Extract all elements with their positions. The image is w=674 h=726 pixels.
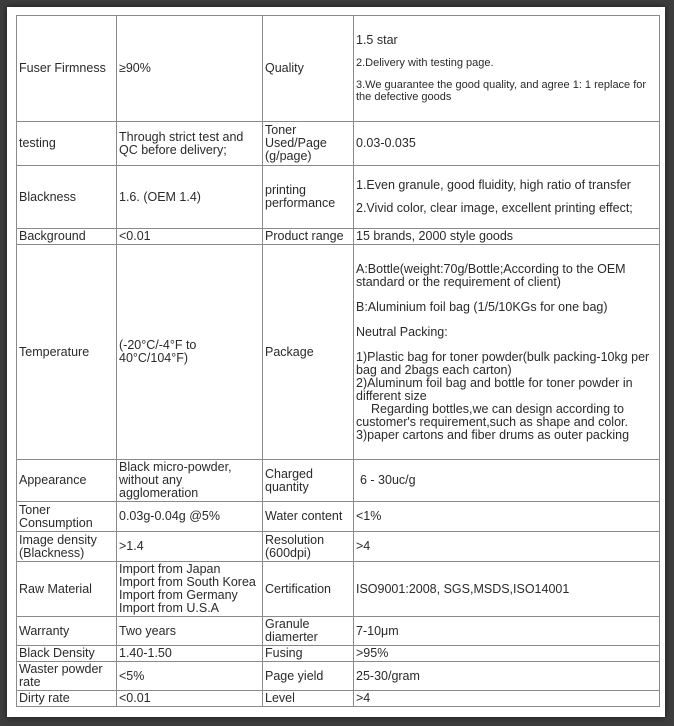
value-raw-material: [117, 562, 263, 617]
label-testing: testing: [17, 122, 117, 166]
raw-material-line: Import from Germany: [119, 588, 238, 602]
value-charged-quantity: 6 - 30uc/g: [354, 460, 660, 502]
package-line: 3)paper cartons and fiber drums as outer packing: [356, 427, 630, 442]
spec-table: [16, 15, 660, 707]
label-waster-powder-rate: Waster powder rate: [17, 662, 117, 691]
label-image-density: Image density (Blackness): [17, 532, 117, 562]
label-charged-quantity: Charged quantity: [263, 460, 354, 502]
value-granule-diameter: 7-10μm: [354, 617, 660, 646]
value-testing: Through strict test and QC before delivery;: [117, 122, 263, 166]
label-toner-used-per-page: Toner Used/Page (g/page): [263, 122, 354, 166]
label-quality: Quality: [263, 16, 354, 122]
label-temperature: Temperature: [17, 245, 117, 460]
value-toner-used-per-page: 0.03-0.035: [354, 122, 660, 166]
value-black-density: 1.40-1.50: [117, 646, 263, 662]
quality-line: 2.Delivery with testing page.: [356, 57, 494, 69]
table-row: [17, 662, 660, 691]
table-row: [17, 691, 660, 707]
table-row: [17, 502, 660, 532]
table-row: [17, 532, 660, 562]
value-appearance: Black micro-powder, without any agglomeration: [117, 460, 263, 502]
package-line: B:Aluminium foil bag (1/5/10KGs for one bag): [356, 299, 608, 314]
table-row: [17, 229, 660, 245]
value-background: <0.01: [117, 229, 263, 245]
value-fusing: >95%: [354, 646, 660, 662]
label-blackness: Blackness: [17, 166, 117, 229]
value-toner-consumption: 0.03g-0.04g @5%: [117, 502, 263, 532]
value-quality: [354, 16, 660, 122]
value-package: [354, 245, 660, 460]
value-waster-powder-rate: <5%: [117, 662, 263, 691]
raw-material-line: Import from U.S.A: [119, 601, 220, 615]
label-fusing: Fusing: [263, 646, 354, 662]
value-printing-performance: [354, 166, 660, 229]
raw-material-line: Import from Japan: [119, 562, 221, 576]
value-level: >4: [354, 691, 660, 707]
label-certification: Certification: [263, 562, 354, 617]
label-fuser-firmness: Fuser Firmness: [17, 16, 117, 122]
quality-line: 3.We guarantee the good quality, and agree 1: 1 replace for the defective goods: [356, 79, 647, 103]
value-page-yield: 25-30/gram: [354, 662, 660, 691]
label-granule-diameter: Granule diamerter: [263, 617, 354, 646]
package-line: Regarding bottles,we can design according to customer's requirement,such as shape and color.: [356, 401, 628, 429]
table-row: [17, 562, 660, 617]
table-row: [17, 16, 660, 122]
spec-sheet-frame: [7, 7, 665, 717]
label-page-yield: Page yield: [263, 662, 354, 691]
performance-line: 1.Even granule, good fluidity, high ratio of transfer: [356, 178, 631, 192]
value-product-range: 15 brands, 2000 style goods: [354, 229, 660, 245]
label-level: Level: [263, 691, 354, 707]
raw-material-line: Import from South Korea: [119, 575, 256, 589]
table-row: [17, 460, 660, 502]
value-water-content: <1%: [354, 502, 660, 532]
label-warranty: Warranty: [17, 617, 117, 646]
package-line: Neutral Packing:: [356, 324, 448, 339]
label-printing-performance: printing performance: [263, 166, 354, 229]
table-row: [17, 166, 660, 229]
label-background: Background: [17, 229, 117, 245]
value-temperature: (-20°C/-4°F to 40°C/104°F): [117, 245, 263, 460]
table-row: [17, 617, 660, 646]
value-dirty-rate: <0.01: [117, 691, 263, 707]
label-product-range: Product range: [263, 229, 354, 245]
table-row: [17, 122, 660, 166]
label-water-content: Water content: [263, 502, 354, 532]
table-row: [17, 646, 660, 662]
performance-line: 2.Vivid color, clear image, excellent printing effect;: [356, 201, 633, 215]
label-toner-consumption: Toner Consumption: [17, 502, 117, 532]
package-line: A:Bottle(weight:70g/Bottle;According to the OEM standard or the requirement of client): [356, 261, 626, 289]
value-warranty: Two years: [117, 617, 263, 646]
label-package: Package: [263, 245, 354, 460]
table-row: [17, 245, 660, 460]
label-dirty-rate: Dirty rate: [17, 691, 117, 707]
label-raw-material: Raw Material: [17, 562, 117, 617]
package-line: 2)Aluminum foil bag and bottle for toner powder in different size: [356, 375, 633, 403]
value-resolution: >4: [354, 532, 660, 562]
value-fuser-firmness: ≥90%: [117, 16, 263, 122]
value-blackness: 1.6. (OEM 1.4): [117, 166, 263, 229]
value-certification: ISO9001:2008, SGS,MSDS,ISO14001: [354, 562, 660, 617]
package-line: 1)Plastic bag for toner powder(bulk packing-10kg per bag and 2bags each carton): [356, 349, 650, 377]
label-appearance: Appearance: [17, 460, 117, 502]
label-black-density: Black Density: [17, 646, 117, 662]
label-resolution: Resolution (600dpi): [263, 532, 354, 562]
quality-line: 1.5 star: [356, 33, 398, 47]
value-image-density: >1.4: [117, 532, 263, 562]
